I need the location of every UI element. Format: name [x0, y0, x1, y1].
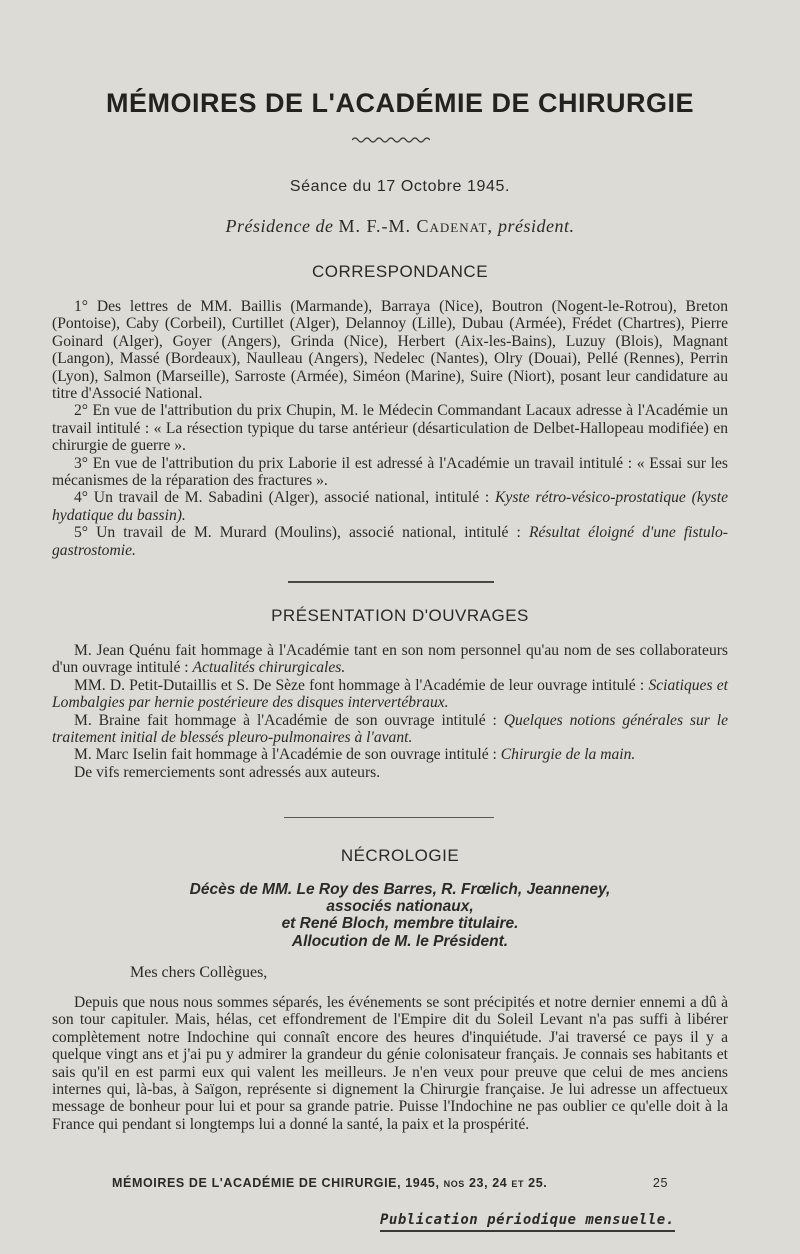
presidence-line — [0, 216, 800, 237]
paragraph — [52, 712, 728, 747]
work-title: Chirurgie de la main. — [500, 746, 636, 764]
allocution-body — [52, 994, 728, 1133]
paragraph: 3° En vue de l'attribution du prix Laborie il est adressé à l'Académie un travail intitulé : « Essai sur les mécanismes de la réparation des fractures ». — [52, 454, 728, 490]
subtitle-line: associés nationaux, — [326, 898, 474, 916]
president-name: M. F.-M. Cadenat, — [338, 216, 494, 236]
work-title: Sciatiques et Lombalgies par hernie postérieure des disques intervertébraux. — [52, 676, 728, 712]
paragraph-text: 5° Un travail de M. Murard (Moulins), associé national, intitulé : — [74, 524, 529, 542]
subtitle-line: et René Bloch, membre titulaire. — [281, 915, 519, 933]
paragraph — [52, 642, 728, 677]
paragraph-text: M. Braine fait hommage à l'Académie de son ouvrage intitulé : — [74, 711, 504, 729]
work-title: Actualités chirurgicales. — [192, 659, 346, 677]
paragraph — [52, 746, 728, 763]
paragraph: 2° En vue de l'attribution du prix Chupin, M. le Médecin Commandant Lacaux adresse à l'Académie un travail intitulé : « La résection typique du tarse antérieur (désarticulation de Delbet-Hallopeau modifiée) en chirurgie de guerre ». — [52, 402, 728, 455]
work-title: Quelques notions générales sur le traitement initial de blessés pleuro-pulmonaires à l'avant. — [52, 711, 728, 747]
paragraph — [52, 524, 728, 559]
section-divider — [288, 581, 494, 583]
salutation: Mes chers Collègues, — [130, 964, 268, 981]
president-role: président. — [498, 216, 575, 236]
presentation-body — [52, 642, 728, 781]
paragraph: Depuis que nous nous sommes séparés, les événements se sont précipités et notre dernier ennemi a dû à son tour capituler. Mais, hélas, cet effondrement de l'Empire dit du Soleil Levant n'a pas suffi à libérer complètement notre Indochine qui connaît encore des heures d'inquiétude. J'ai traversé ce pays il y a quelque vingt ans et j'ai pu y admirer la grandeur du génie colonisateur français. Je connais ses habitants et sais qu'il en est parmi eux qui valent les meilleurs. Je n'en veux pour preuve que celui de mes anciens internes qui, là-bas, à Saïgon, représente si dignement la Chirurgie française. Je lui adresse un affectueux message de bonheur pour lui et pour sa grande patrie. Puisse l'Indochine ne pas oublier ce qu'elle doit à la France qui pendant si longtemps lui a donné la santé, la paix et la prospérité. — [52, 994, 728, 1133]
section-heading-presentation: PRÉSENTATION D'OUVRAGES — [271, 606, 529, 625]
paragraph-text: 4° Un travail de M. Sabadini (Alger), associé national, intitulé : — [74, 489, 496, 507]
presidence-prefix: Présidence de — [225, 216, 334, 236]
journal-title: MÉMOIRES DE L'ACADÉMIE DE CHIRURGIE — [106, 88, 694, 118]
section-heading-necrologie: NÉCROLOGIE — [340, 846, 460, 865]
work-title: Résultat éloigné d'une fistulo-gastrostomie. — [52, 524, 728, 559]
paragraph-text: MM. D. Petit-Dutaillis et S. De Sèze font hommage à l'Académie de leur ouvrage intitulé : — [74, 676, 649, 694]
section-heading-correspondance: CORRESPONDANCE — [311, 262, 489, 281]
paragraph — [52, 489, 728, 524]
necrology-subtitle — [0, 881, 800, 950]
work-title: Kyste rétro-vésico-prostatique (kyste hydatique du bassin). — [52, 489, 728, 524]
session-date: Séance du 17 Octobre 1945. — [289, 178, 511, 195]
section-divider — [284, 817, 494, 818]
subtitle-line: Allocution de M. le Président. — [291, 932, 509, 950]
paragraph: 1° Des lettres de MM. Baillis (Marmande), Barraya (Nice), Boutron (Nogent-le-Rotrou), Breton (Pontoise), Caby (Corbeil), Curtillet (Alger), Delannoy (Lille), Dubau (Armée), Frédet (Chartres), Pierre Goinard (Alger), Goyer (Angers), Grinda (Nice), Herbert (Aix-les-Bains), Luzuy (Blois), Magnant (Langon), Massé (Bordeaux), Naulleau (Angers), Nedelec (Nantes), Olry (Douai), Pellé (Rennes), Perrin (Lyon), Salmon (Marseille), Sarroste (Armée), Siméon (Marine), Suire (Niort), posant leur candidature au titre d'Associé National. — [52, 298, 728, 403]
paragraph: De vifs remerciements sont adressés aux auteurs. — [74, 763, 381, 781]
paragraph-text: M. Jean Quénu fait hommage à l'Académie tant en son nom personnel qu'au nom de ses collaborateurs d'un ouvrage intitulé : — [52, 642, 728, 677]
journal-citation: MÉMOIRES DE L'ACADÉMIE DE CHIRURGIE, 1945, nos 23, 24 et 25. — [112, 1176, 548, 1190]
ornament-divider — [352, 134, 430, 144]
page-number: 25 — [652, 1176, 668, 1190]
correspondance-body — [52, 298, 728, 559]
paragraph-text: M. Marc Iselin fait hommage à l'Académie de son ouvrage intitulé : — [74, 746, 501, 764]
subtitle-line: Décès de MM. Le Roy des Barres, R. Frœlich, Jeanneney, — [189, 881, 611, 898]
paragraph — [52, 677, 728, 712]
publication-note: Publication périodique mensuelle. — [380, 1212, 675, 1232]
page-footer — [112, 1176, 668, 1190]
